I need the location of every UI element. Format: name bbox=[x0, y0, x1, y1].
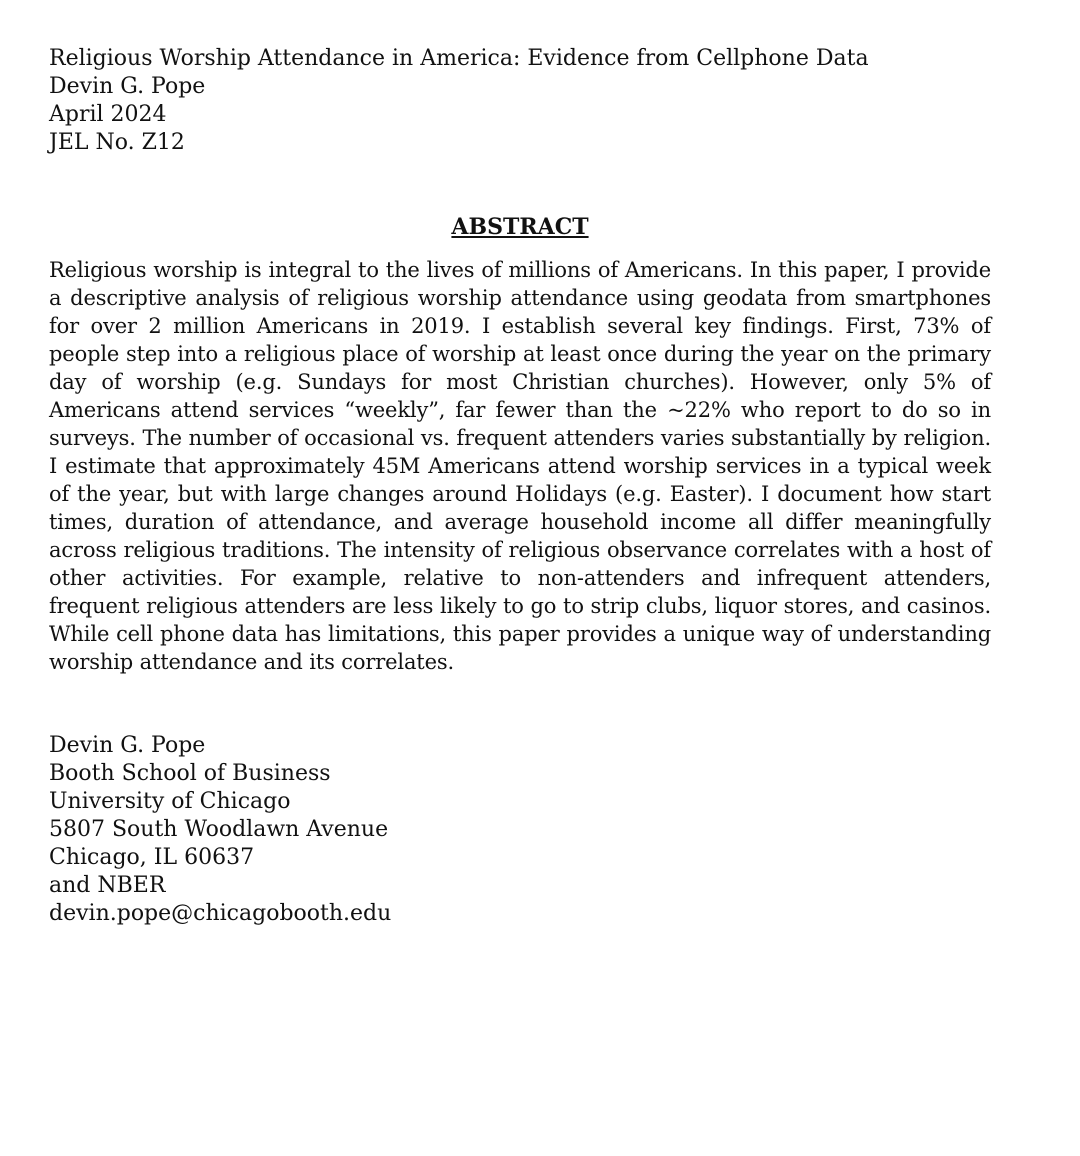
author-email: devin.pope@chicagobooth.edu bbox=[49, 901, 392, 926]
address-school: Booth School of Business bbox=[49, 761, 331, 786]
paper-title: Religious Worship Attendance in America: Evidence from Cellphone Data bbox=[49, 46, 869, 71]
address-street: 5807 South Woodlawn Avenue bbox=[49, 817, 389, 842]
address-affiliation: and NBER bbox=[49, 873, 166, 898]
publication-date: April 2024 bbox=[49, 102, 167, 127]
abstract-heading: ABSTRACT bbox=[451, 214, 589, 240]
paper-page bbox=[49, 45, 991, 928]
author-name: Devin G. Pope bbox=[49, 74, 206, 99]
paper-header bbox=[49, 45, 991, 157]
author-address bbox=[49, 732, 991, 928]
abstract-text: Religious worship is integral to the lives of millions of Americans. In this paper, I provide a descriptive analysis of religious worship attendance using geodata from smartphones for over 2 million Americans in 2019. I establish several key findings. First, 73% of people step into a religious place of worship at least once during the year on the primary day of worship (e.g. Sundays for most Christian churches). However, only 5% of Americans attend services “weekly”, far fewer than the ~22% who report to do so in surveys. The number of occasional vs. frequent attenders varies substantially by religion. I estimate that approximately 45M Americans attend worship services in a typical week of the year, but with large changes around Holidays (e.g. Easter). I document how start times, duration of attendance, and average household income all differ meaningfully across religious traditions. The intensity of religious observance correlates with a host of other activities. For example, relative to non-attenders and infrequent attenders, frequent religious attenders are less likely to go to strip clubs, liquor stores, and casinos. While cell phone data has limitations, this paper provides a unique way of understanding worship attendance and its correlates. bbox=[49, 258, 991, 674]
address-name: Devin G. Pope bbox=[49, 733, 206, 758]
address-city: Chicago, IL 60637 bbox=[49, 845, 255, 870]
jel-code: JEL No. Z12 bbox=[49, 130, 185, 155]
address-university: University of Chicago bbox=[49, 789, 291, 814]
